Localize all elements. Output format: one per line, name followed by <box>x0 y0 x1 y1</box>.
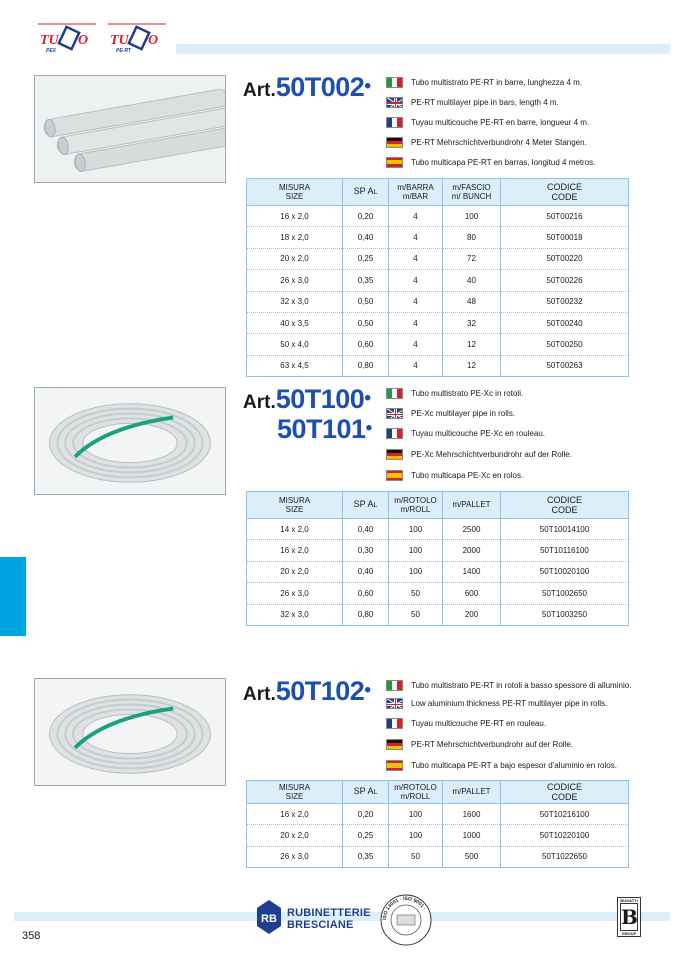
lang-row-fr <box>386 713 631 734</box>
product-photo-pipe-roll <box>34 387 226 495</box>
logo-sub-label: PEX <box>46 48 57 54</box>
lang-row-de <box>386 132 595 152</box>
col-header-size: MISURA SIZE <box>247 179 343 206</box>
uk-flag-icon <box>386 408 403 419</box>
col-header-sp-al: SP AL <box>343 179 389 206</box>
iso-certification-seal <box>380 894 432 946</box>
description-text: Tubo multistrato PE-RT in rotoli a basso spessore di alluminio. <box>411 680 632 690</box>
product-photo-pipe-roll-thin <box>34 678 226 786</box>
col-header-code: CODICE CODE <box>501 179 629 206</box>
svg-text:O: O <box>148 33 159 48</box>
description-text: Tubo multistrato PE-Xc in rotoli. <box>411 389 524 399</box>
table-row: 16 x 2,0 0,30 100 2000 50T10116100 <box>247 540 629 561</box>
table-row: 40 x 3,5 0,50 4 32 50T00240 <box>247 312 629 333</box>
col-header-m-roll: m/ROTOLO m/ROLL <box>389 492 443 519</box>
article-code: 50T100 <box>275 384 365 414</box>
table-row: 32 x 3,0 0,80 50 200 50T1003250 <box>247 604 629 625</box>
iso-ring-text: ISO 14001 · ISO 9001 · <box>381 895 428 921</box>
lang-row-fr <box>386 112 595 132</box>
spain-flag-icon <box>386 760 403 771</box>
description-text: PE-RT multilayer pipe in bars, length 4 m. <box>411 97 559 107</box>
table-row: 20 x 2,0 0,25 4 72 50T00220 <box>247 248 629 269</box>
turbo-pert-logo <box>106 18 168 54</box>
col-header-size: MISURA SIZE <box>247 492 343 519</box>
uk-flag-icon <box>386 698 403 709</box>
lang-row-de <box>386 444 572 465</box>
description-text: Tubo multicapa PE-RT en barras, longitud 4 metros. <box>411 157 596 167</box>
table-row: 16 x 2,0 0,20 4 100 50T00216 <box>247 206 629 227</box>
article-code: 50T101 <box>277 414 366 444</box>
description-text: Tubo multicapa PE-Xc en rolos. <box>411 471 524 480</box>
svg-text:O: O <box>78 33 89 48</box>
description-text: Tubo multicapa PE-RT a bajo espesor d'aluminio en rolos. <box>411 761 617 770</box>
col-header-size: MISURA SIZE <box>247 781 343 804</box>
art-prefix: Art. <box>243 684 276 705</box>
turbo-pex-logo <box>36 18 98 54</box>
lang-row-it <box>386 676 631 695</box>
description-text: Tuyau multicouche PE-Xc en rouleau. <box>411 429 545 438</box>
art-prefix: Art. <box>243 80 276 101</box>
article-title-2b: 50T101• <box>277 414 373 444</box>
table-row: 26 x 3,0 0,60 50 600 50T1002650 <box>247 583 629 604</box>
header-band <box>176 44 670 54</box>
col-header-m-pallet: m/PALLET <box>443 781 501 804</box>
col-header-m-pallet: m/PALLET <box>443 492 501 519</box>
article-title-2: Art.50T100• <box>243 384 371 414</box>
bugatti-group-badge: BUGATTI B GROUP <box>617 897 641 937</box>
col-header-sp-al: SP AL <box>343 492 389 519</box>
lang-row-it <box>386 384 572 404</box>
table-row: 26 x 3,0 0,35 50 500 50T1022650 <box>247 846 629 867</box>
description-text: Tubo multistrato PE-RT in barre, lunghezza 4 m. <box>411 77 583 87</box>
descriptions-1 <box>386 72 595 172</box>
lang-row-es <box>386 465 572 486</box>
description-text: Low aluminium thickness PE-RT multilayer pipe in rolls. <box>411 699 608 709</box>
lang-row-uk <box>386 92 595 112</box>
table-row: 20 x 2,0 0,40 100 1400 50T10020100 <box>247 561 629 582</box>
page-number: 358 <box>22 930 41 942</box>
col-header-m-bar: m/BARRA m/BAR <box>389 179 443 206</box>
rubinetterie-bresciane-logo-icon <box>256 899 282 935</box>
spec-table-1 <box>246 178 629 377</box>
table-row: 14 x 2,0 0,40 100 2500 50T10014100 <box>247 519 629 540</box>
spain-flag-icon <box>386 157 403 168</box>
table-row: 18 x 2,0 0,40 4 80 50T00018 <box>247 227 629 248</box>
col-header-m-bunch: m/FASCIO m/ BUNCH <box>443 179 501 206</box>
spec-table-2 <box>246 491 629 626</box>
germany-flag-icon <box>386 449 403 460</box>
lang-row-es <box>386 755 631 776</box>
spec-table-3 <box>246 780 629 868</box>
svg-text:TU: TU <box>40 33 59 48</box>
description-text: PE-Xc Mehrschichtverbundrohr auf der Rolle. <box>411 450 572 459</box>
table-row: 63 x 4,5 0,80 4 12 50T00263 <box>247 355 629 376</box>
uk-flag-icon <box>386 97 403 108</box>
lang-row-uk <box>386 404 572 424</box>
article-code: 50T002 <box>275 72 365 102</box>
italy-flag-icon <box>386 77 403 88</box>
table-row: 50 x 4,0 0,60 4 12 50T00250 <box>247 334 629 355</box>
description-text: Tuyau multicouche PE-RT en rouleau. <box>411 719 547 728</box>
lang-row-it <box>386 72 595 92</box>
lang-row-es <box>386 152 595 172</box>
descriptions-2 <box>386 384 572 486</box>
lang-row-de <box>386 734 631 755</box>
brand-name: RUBINETTERIE BRESCIANE <box>287 907 371 931</box>
product-photo-pipe-bars <box>34 75 226 183</box>
article-title-1: Art.50T002• <box>243 72 371 102</box>
col-header-m-roll: m/ROTOLO m/ROLL <box>389 781 443 804</box>
art-prefix: Art. <box>243 392 276 413</box>
svg-text:RB: RB <box>261 913 277 925</box>
descriptions-3 <box>386 676 631 776</box>
description-text: PE-RT Mehrschichtverbundrohr auf der Rolle. <box>411 740 573 749</box>
logo-sub-label: PE-RT <box>116 48 131 54</box>
description-text: Tuyau multicouche PE-RT en barre, longueur 4 m. <box>411 117 590 127</box>
france-flag-icon <box>386 117 403 128</box>
col-header-sp-al: SP AL <box>343 781 389 804</box>
col-header-code: CODICE CODE <box>501 492 629 519</box>
table-row: 20 x 2,0 0,25 100 1000 50T10220100 <box>247 825 629 846</box>
svg-text:TU: TU <box>110 33 129 48</box>
description-text: PE-RT Mehrschichtverbundrohr 4 Meter Stangen. <box>411 137 587 147</box>
lang-row-uk <box>386 695 631 714</box>
article-title-3: Art.50T102• <box>243 676 371 706</box>
italy-flag-icon <box>386 680 403 691</box>
description-text: PE-Xc multilayer pipe in rolls. <box>411 408 516 418</box>
france-flag-icon <box>386 428 403 439</box>
table-row: 16 x 2,0 0,20 100 1600 50T10216100 <box>247 804 629 825</box>
italy-flag-icon <box>386 388 403 399</box>
table-row: 32 x 3,0 0,50 4 48 50T00232 <box>247 291 629 312</box>
germany-flag-icon <box>386 739 403 750</box>
france-flag-icon <box>386 718 403 729</box>
lang-row-fr <box>386 423 572 444</box>
spain-flag-icon <box>386 470 403 481</box>
col-header-code: CODICE CODE <box>501 781 629 804</box>
table-row: 26 x 3,0 0,35 4 40 50T00226 <box>247 270 629 291</box>
article-code: 50T102 <box>275 676 365 706</box>
germany-flag-icon <box>386 137 403 148</box>
side-color-tab <box>0 557 26 636</box>
